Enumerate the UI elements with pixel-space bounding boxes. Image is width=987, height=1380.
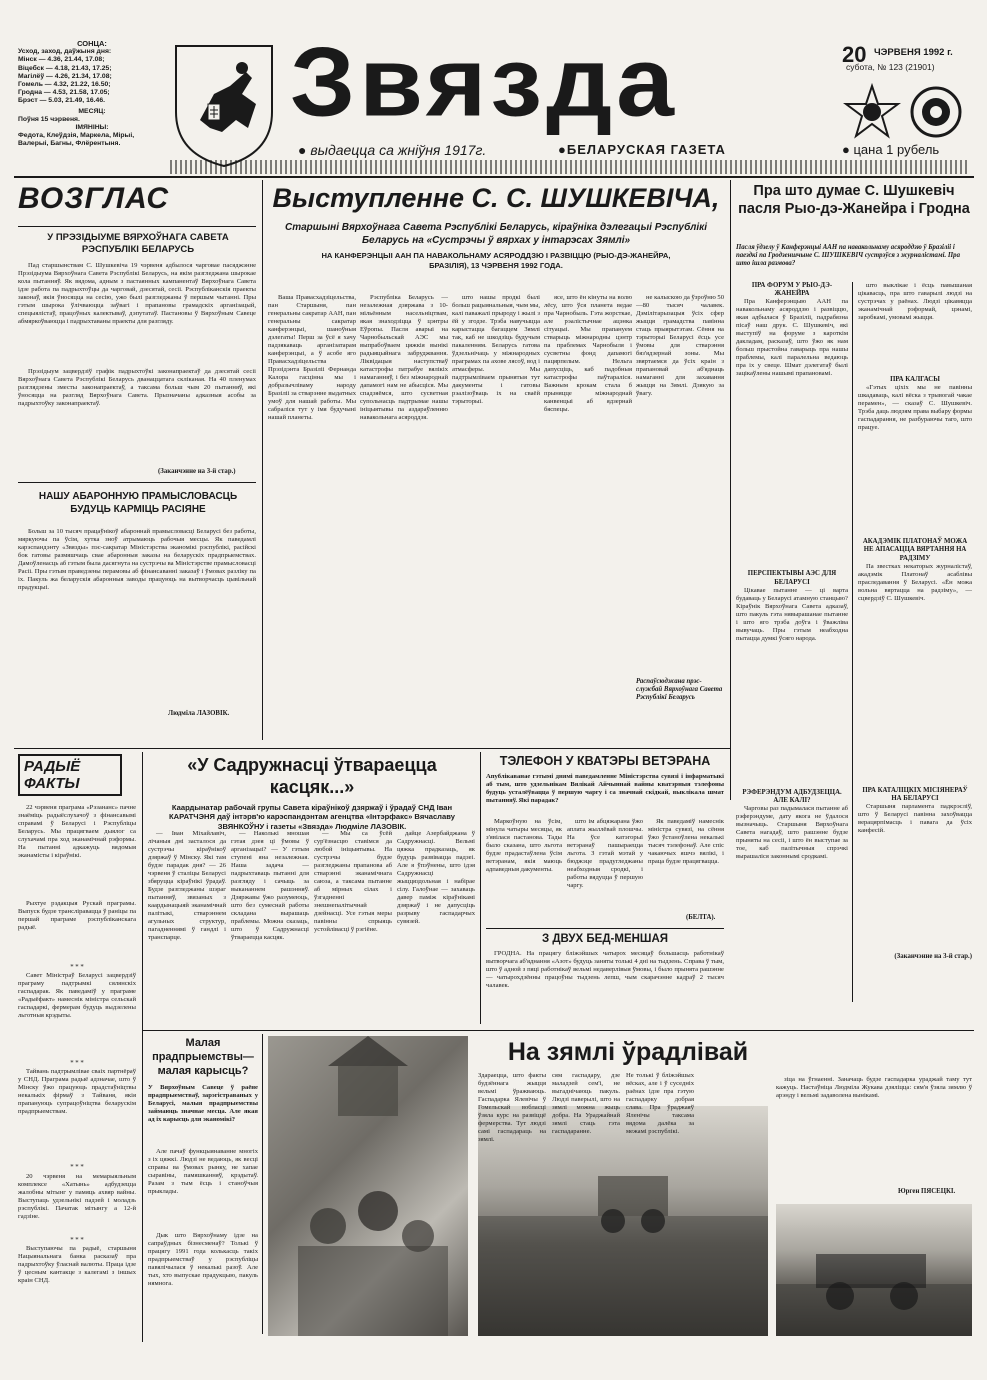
radio-sep: * * *: [70, 1164, 84, 1172]
phone-section: [486, 754, 724, 924]
appeal-section: [18, 182, 256, 742]
radio-sep: * * *: [70, 1236, 84, 1244]
sidebar-c2-body: што выклікае і ёсць павышаная цікавасць, пра што гаварылі людзі на сустрэчах у раёнах. Людзі цікавяцца эканамічнай рэформай, цэнамі, заробкамі, умовамі жыцця.: [858, 282, 972, 321]
radio-body-3: Савет Міністраў Беларусі зацвердзіў праграму падтрымкі сялянскіх гаспадарак. Як паведаміў у праграме «Радыёфакт» намеснік міністра сельскай гаспадаркі, фермерам будуць выдзелены льготныя крэдыты.: [18, 972, 136, 1020]
smallbiz-heading: Малая прадпрыемствы— малая карысць?: [152, 1037, 254, 1077]
smallbiz-body-1: У Вярхоўным Савеце ў раёне прадпрыемстваў, зарэгістраваных у Беларусі, малыя прадпрыемствы займаюць значнае месца. Але якая ад іх карысць для эканомікі?: [148, 1084, 258, 1123]
speech-col-2: Рэспубліка Беларусь — незалежная дзяржава з 10-мільённым насельніцтвам, якая знаходзіцца ў цэнтры Еўропы. Пасля аварыі на Чарнобыльскай АЭС мы выпрабоўваем цяжкія вынікі радыяцыйнага забруджвання. Ліквідацыя наступстваў катастрофы патрабуе вялікіх намаганняў, і без міжнароднай дапамогі нам не абысціся. Мы спадзяёмся, што сусветная супольнасць падтрымае нашы ініцыятывы па аздараўленню навакольнага асяроддзя.: [360, 294, 448, 421]
speech-col-1: Ваша Правасхадзіцельства, пан Старшыня, пан генеральны сакратар ААН, пан генеральны сакратар канферэнцыі, шаноўныя дэлегаты! Перш за ўсё я хачу падзякаваць арганізатарам канферэнцыі, а ў асобе яго Правасхадзіцельства Прэзідэнта Бразіліі Фернанда Калора гасцінна мы і добразычліваму народу Бразіліі за стварэнне выдатных умоў для нашай работы. Мы сабраліся тут у імя будучыні нашай планеты.: [268, 294, 356, 421]
interview-subheading: Каардынатар рабочай групы Савета кіраўнікоў дзяржаў і ўрадаў СНД Іван КАРАТЧЭНЯ даў інтэрв'ю карэспандэнтам агенцтва «Інтэрфакс» Вячаславу ЗВЯНКОЎНУ і газеты «Звязда» Людміле ЛАЗОВІК.: [169, 803, 455, 831]
sidebar-c2-head-3: ПРА КАТАЛІЦКІХ МІСІЯНЕРАЎ НА БЕЛАРУСІ: [862, 786, 968, 803]
sidebar-s1-head: ПРА ФОРУМ У РЫО-ДЭ-ЖАНЕЙРА: [751, 282, 833, 298]
interview-col-2: — Наколькі мношая гэтая дзея ці ўмовы ў арганізацыі? — У гэтым ступені яна незалежная. Наша задача — падрыхтаваць пытанні для разгляду і сачыць за выкананнем рашэнняў. Дзяржавы ўжо разумеюць, што без сумеснай работы складана вырашаць праблемы. Можна сказаць, што ў Садружнасці ўтвараецца касцяк.: [231, 830, 309, 941]
speech-heading: Выступленне С. С. ШУШКЕВІЧА,: [272, 183, 720, 213]
phone-heading: ТЭЛЕФОН У КВАТЭРЫ ВЕТЭРАНА: [499, 754, 711, 768]
radio-stamp-bottom: ФАКТЫ: [24, 775, 80, 792]
issue-day: 20: [842, 42, 867, 67]
speech-col-3: што нашы продкі былі больш рацыянальныя, чым мы, калі паважалі прыроду і жылі з ёй у згодзе. Трэба навучыцца карыстацца багаццем Зямлі так, каб не шкодзіць будучым пакаленням. Беларусь гатова ўдзельнічаць у міжнародных праграмах па ахове лясоў, вод і атмасферы. Мы падтрымліваем прынятыя тут дакументы і гатовы рэалізоўваць іх на сваёй тэрыторыі.: [452, 294, 540, 405]
appeal-sub-heading: НАШУ АБАРОННУЮ ПРАМЫСЛОВАСЦЬ БУДУЦЬ КАРМІЦЬ РАСІЯНЕ: [38, 491, 238, 515]
tractor-photo: [776, 1204, 972, 1336]
land-heading: На зямлі ўрадлівай: [507, 1038, 749, 1066]
appeal-stamp: ВОЗГЛАС: [18, 182, 169, 215]
appeal-sub-author: Людміла ЛАЗОВІК.: [168, 710, 230, 717]
radio-sep: * * *: [70, 964, 84, 971]
smallbiz-body-2: Але пачаў функцыянаванне многіх з іх цяжкі. Людзі не ведаюць, як весці справы ва ўмовах рынку, не хапае сыравіны, памяшканняў, крэдытаў. Разам з тым ёсць і станоўчыя прыклады.: [148, 1148, 258, 1195]
issue-month: ЧЭРВЕНЯ 1992 г.: [874, 47, 953, 58]
phone-author: (БЕЛТА).: [686, 914, 716, 921]
sun-row: Мінск — 4.36, 21.44, 17.08;: [18, 56, 105, 64]
moon-heading: МЕСЯЦ:: [78, 107, 106, 115]
sun-row: Гродна — 4.53, 21.58, 17.05;: [18, 89, 110, 97]
radio-body-4: Тайвань падтрымлівае сваіх партнёраў у СНД. Праграма радыё адзначае, што ў Мінску ўжо працуюць прадстаўніцтвы некалькіх фірмаў з Тайваня, якія прапануюць супрацоўніцтва беларускім прадпрыемствам.: [18, 1068, 136, 1116]
pahonia-emblem: [170, 42, 278, 170]
sidebar-c2-body-2: Па звестках некаторых журналістаў, акадэмік Платонаў асаблівы праследавання ў Беларусі. «Ён можа вольна вяртацца на радзіму», — сцвердзіў С. Шушкевіч.: [858, 562, 972, 602]
sun-heading: СОНЦА:: [77, 39, 107, 48]
phone-col-2: што ім абцяжарана ўжо аплата жыллёвай плошчы. На ўсе катэгорыі ветэранаў пашыраецца льгота. З гэтай мэтай у бюджэце прадугледжаны неабходныя сродкі, і работы вядуцца ў першую чаргу.: [567, 818, 643, 889]
sidebar-s3-head: РЭФЕРЭНДУМ АДБУДЗЕЦЦА. АЛЕ КАЛІ?: [742, 788, 842, 805]
smallbiz-body-3: Дык што Вярхоўнаму ідзе на сапраўдных бізнесменаў? Толькі ў працягу 1991 года колькасць такіх прадпрыемстваў у рэспубліцы павялічылася ў некалькі разоў. Але тых, хто выпускае прадукцыю, пакуль нямнога.: [148, 1232, 258, 1287]
smallbiz-section: [148, 1036, 258, 1336]
interview-heading: «У Садружнасці ўтвараецца касцяк...»: [187, 755, 437, 797]
radio-stamp-top: РАДЫЁ: [24, 758, 81, 775]
sidebar-s1-body: Пра Канферэнцыю ААН па навакольнаму асяроддзю і развіццю, якая адбылася ў Бразіліі, падрабязна пісаў наш друк. С. Шушкевіч, які выступіў на форуме з кароткім дакладам, расказаў, што ўжо як нам больш прыстойна гаварыць пра нашы праблемы, калі паралельна ведаюць пра іх у свеце. Шмат дэлегатаў былі зацікаўлены нашымі прапановамі.: [736, 298, 848, 378]
masthead-since: ● выдаецца са жніўня 1917г.: [298, 142, 487, 158]
speech-byline: Распаўсюджана прэс-службай Вярхоўнага Савета Рэспублікі Беларусь: [636, 678, 723, 702]
interview-col-3: — Мы са ўсёй сур'ёзнасцю ставімся да любой ініцыятывы. На сустрэчы будзе разгледжаны прапанова аб стварэнні эканамічнага саюза, а таксама пытанне аб мірных сілах і ўзгадненні знешнепалітычнай дзейнасці. Усе гэтыя меры павінны спрыяць устойлівасці ў рэгіёне.: [314, 830, 392, 933]
radio-body-1: 22 чэрвеня праграма «Рэзананс» пачне знаёміць радыёслухачоў з фінансавымі справамі ў Беларусі і Рэспубліцы Беларусь. Мы працягваем дыялог са слухачамі пра ход эканамічнай рэформы. На пытанні адкажуць вядомыя эканамісты і кіраўнікі.: [18, 804, 136, 859]
speech-col-4: ясе, што ён кінуты на волю лёсу, што ўся планета ведае пра Чарнобыль. Гэта жорсткае, але рэалістычнае ацэнка сітуацыі. Мы прапануем стварыць міжнародны цэнтр па праблемах Чарнобыля і сусветны фонд дапамогі пацярпелым. Нельга дапусціць, каб падобныя катастрофы паўтараліся. Важным крокам стала б прыняцце міжнароднай канвенцыі аб ядзернай бяспецы.: [544, 294, 632, 413]
twobad-body: ГРОДНА. На працягу бліжэйшых чатырох месяцаў большасць работнікаў вытворчага аб'яднання «Азот» будуць заняты толькі 4 дні на тыдзень. Справа ў тым, што ў адной з пяці работнікаў вельмі недаверлівыя ўмовы, і было прынята рашэнне — чатырохдзённы працоўны тыдзень лепш, чым скарачэнне кадраў 2 тысяч чалавек.: [486, 950, 724, 989]
land-author: Юрген ПЯСЕЦКІ.: [898, 1188, 956, 1195]
masthead-title: Звязда: [290, 27, 678, 138]
twobad-section: [486, 932, 724, 1024]
land-col-1: Здараецца, што факты будзённага жыцця вельмі ўражваюць. Гаспадарка Ялевічы ў Гомельскай вобласці ўзяла курс на развіццё фермерства. Тут людзі самі гаспадараць на зямлі.: [478, 1072, 546, 1143]
land-col-2: сям гаспадару, дзе маладзей сем'і, не выгаднічаюць пакуль. Людзі паверылі, што на зямлі можна жыць добра. На Ураджайнай зямлі стаць гэта гаспадаранне.: [552, 1072, 620, 1135]
radio-section: [18, 754, 136, 1344]
radio-body-5: 20 чэрвеня на мемарыяльным комплексе «Хатынь» адбудзецца жалобны мітынг у памяць ахвяр вайны. Выступаць удзельнікі падзей і моладзь рэспублікі. Пачатак мітынгу а 12-й гадзіне.: [18, 1172, 136, 1220]
land-col-4: зіца на ўгнаенні. Заначаць будзе гаспадарка ураджай таму тут кажуць. Настаўніца Людміла Жукава дзяліцца: сям'я ўзяла зямлю ў арэнду і вельмі задаволена вынікамі.: [776, 1076, 972, 1099]
phone-col-1: Маркоўную на ўсім, мінула чатыры месяцы, як з'явілася пастанова. Тады было сказана, што льгота будзе прадастаўлена ўсім ветэранам, якія маюць адпаведныя дакументы.: [486, 818, 562, 873]
sidebar-footer: (Заканчэнне на 3-й стар.): [894, 953, 972, 961]
sidebar-s2-body: Цікавае пытанне — ці варта будаваць у Беларусі атамную станцыю? Кіраўнік Вярхоўнага Савета адказаў, што пакуль гэта нявырашанае пытанне і што яго трэба доўга і ўважліва вывучаць. Пры гэтым неабходна пытацца думкі ўсяго народа.: [736, 586, 848, 642]
sidebar-c2-body-3: Старшыня парламента падкрэсліў, што ў Беларусі павінна захоўвацца верацярпімасць і павага да ўсіх канфесій.: [858, 803, 972, 835]
issue-sub: субота, № 123 (21901): [846, 62, 935, 72]
twobad-heading: З ДВУХ БЕД-МЕНШАЯ: [541, 933, 669, 945]
sidebar-c2-head-2: АКАДЭМІК ПЛАТОНАЎ МОЖА НЕ АПАСАЦЦА ВЯРТАННЯ НА РАДЗІМУ: [862, 538, 968, 562]
ornament-band: [170, 160, 970, 174]
masthead-subtitle: ●БЕЛАРУСКАЯ ГАЗЕТА: [558, 142, 726, 157]
speech-dateline: НА КАНФЕРЭНЦЫІ ААН ПА НАВАКОЛЬНАМУ АСЯРОДДЗЮ І РАЗВІЦЦЮ (РЫО-ДЭ-ЖАНЕЙРА, БРАЗІЛІЯ), 13 ЧЭРВЕНЯ 1992 ГОДА.: [321, 251, 671, 270]
interview-section: [148, 754, 476, 1026]
sidebar-s2-head: ПЕРСПЕКТЫВЫ АЭС ДЛЯ БЕЛАРУСІ: [747, 570, 837, 586]
sun-subheading: Усход, заход, даўжыня дня:: [18, 48, 112, 56]
radio-body-2: Рыхтуе рэдакцыя Рускай праграмы. Выпуск будзе трансліравацца ў раніцы па першай праграме рэспубліканскага радыё.: [18, 900, 136, 931]
appeal-heading: У ПРЭЗІДЫУМЕ ВЯРХОЎНАГА САВЕТА РЭСПУБЛІКІ БЕЛАРУСЬ: [47, 232, 229, 255]
appeal-body-1: Пад старшынствам С. Шушкевіча 19 чэрвеня адбылося чарговае пасяджэнне Прэзідыума Вярхоўнага Савета Рэспублікі Беларусь, на якім разгледжана шырокае кола пытанняў. Як вядома, адным з пастаянных кампанентаў Вярхоўнага Савета ідзе работа па падрыхтоўцы да чарговай, дзесятай, сесіі. Рэспубліканскія праекты законаў, якія ўносяцца на сесію, ужо былі разгледжаны ў першым чытанні. Пры гэтым шырока ўлічваюцца заўвагі і прапановы грамадскіх арганізацый, спецыялістаў, працоўных калектываў, дэпутатаў. Пастановы ў Вярхоўным Савеце абмяркоўваюцца і падрыхтаваны праекты для разгляду.: [18, 262, 256, 325]
names-text: Федота, Клеўдзія, Маркела, Мірыі, Валерыі, Багны, Флёрентыня.: [18, 132, 135, 148]
sun-row: Брэст — 5.03, 21.49, 16.46.: [18, 97, 105, 105]
radio-body-6: Выступаючы па радыё, старшыня Нацыянальнага банка расказаў пра падрыхтоўку ўласнай валюты. Праца ідзе ў цесным кантакце з калегамі з іншых краін СНД.: [18, 1244, 136, 1284]
sidebar-lead: Пасля ўдзелу ў Канферэнцыі ААН па навакольнаму асяроддзю ў Бразіліі і паездкі па Гродзеншчыне С. ШУШКЕВІЧ сустрэўся з журналістамі. Пра што ішла размова?: [736, 244, 960, 268]
interview-col-1: — Іван Міхайлавіч, лічаныя дні засталося да сустрэчы кіраўнікоў дзяржаў ў Мінску. Які там будзе парадак дня? — 26 чэрвеня ў сталіцы Беларусі збяруцца кіраўнікі ўрадаў. Будзе разгледжаны шэраг пытанняў, звязаных з каардынацыяй эканамічнай палітыкі, стварэннем агульных структур, пагадненнямі ў гандлі і транспарце.: [148, 830, 226, 941]
radio-stamp: [18, 754, 122, 796]
sun-row: Гомель — 4.32, 21.22, 16.50;: [18, 81, 111, 89]
moon-text: Поўня 15 чэрвеня.: [18, 115, 80, 123]
sun-row: Віцебск — 4.18, 21.43, 17.25;: [18, 64, 112, 72]
appeal-footer: (Заканчэнне на 3-й стар.): [158, 468, 236, 475]
sidebar-heading: Пра што думае С. Шушкевіч пасля Рыо-дэ-Жанейра і Гродна: [738, 183, 970, 217]
speech-subheading: Старшыні Вярхоўнага Савета Рэспублікі Беларусь, кіраўніка дэлегацыі Рэспублікі Беларусь на «Сустрэчы ў вярхах у інтарэсах Зямлі»: [284, 222, 708, 246]
speech-section: [268, 182, 724, 742]
speech-col-5: не калыскою да ўзроўню 50—80 тысяч чалавек. Дэмілітарызацыя ўсіх сфер жыцця грамадства павінна стаць прыярытэтам. Сёння на тэрыторыі Беларусі ёсць усе ўмовы для стварэння бяз'ядзернай зоны. Мы звяртаемся да ўсіх краін з прапановай аб'яднаць намаганні для захавання жыцця на Зямлі. Дзякую за ўвагу.: [636, 294, 724, 397]
order-badge-icon: [906, 84, 966, 140]
sidebar-s3-body: Чарговы раз падымалася пытанне аб рэферэндуме, дату якога не ўдалося вызначыць. Старшыня Вярхоўнага Савета нагадаў, што рашэнне будзе прыняты на сесіі, і што ён выступае за тое, каб палітычныя спрэчкі вырашаліся законнымі сродкамі.: [736, 805, 848, 861]
field-photo: [478, 1106, 768, 1336]
radio-sep: * * *: [70, 1060, 84, 1068]
names-heading: ІМЯНІНЫ:: [75, 124, 109, 132]
order-medal-icon: [842, 84, 902, 140]
sun-info: [18, 40, 166, 149]
phone-lead: Апублікаванае гэтымі днямі паведамленне Міністэрства сувязі і інфарматыкі аб тым, што удзельнікам Вялікай Айчыннай вайны кватэрныя тэлефоны будуць усталёўвацца ў першую чаргу і са значнай скідкай, выклікала шмат пытанняў. Які парадак?: [486, 773, 724, 804]
sidebar-c2-head-1: ПРА КАЛГАСЫ: [890, 376, 940, 383]
appeal-sub-body: Больш за 10 тысяч працаўнікоў абароннай прамысловасці Беларусі без работы, мяркуючы па ўсім, хутка зноў атрымаюць рабочыя месцы. Як паведамлі карэспандэнту «Звязды» пэс-сакратар Міністэрства эканомікі рэспублікі, расійскі бок гатовы размяшчаць свае абаронныя заказы на беларускіх прадпрыемствах. Дамоўленасць аб гэтым была дасягнута на сустрэчы ва Міністэрстве прамысловасці Расіі. Пры гэтым праведзены перамовы аб фінансаванні заказаў і ўмовах разліку па іх. Пакуль жа беларускія абаронныя заводы працуюць на вытворчасць цывільнай прадукцыі.: [18, 528, 256, 591]
interview-col-4: дайце Азербайджана ў Садружнасці. Вельмі цяжка прадказаць, як будуць развівацца падзеі. Але я ўпэўнены, што ідэя Садружнасці жыццяздольная і набірае сілу. Галоўнае — захаваць давер паміж кіраўнікамі дзяржаў і не дапусціць разрыву гаспадарчых сувязей.: [397, 830, 475, 925]
land-col-3: Не толькі ў бліжэйшых вёсках, але і ў суседніх раёнах ідзе пра гэтую гаспадарку добрая слава. Пра ўраджаяў Яленічы таксама вядома далёка за межамі рэспублікі.: [626, 1072, 694, 1135]
sidebar-c2-body-1: «Гэтых ціхіх мы не павінны шкадаваць, калі вёска з трывогай чакае перамен», — сказаў С. Шушкевіч. Трэба даць людзям права выбару формы гаспадарання, не разбураючы таго, што працуе.: [858, 384, 972, 432]
phone-col-3: Як паведаміў намеснік міністра сувязі, на сёння ўжо ўстаноўлена некалькі тысяч тэлефонаў. Але спіс чакаючых яшчэ вялікі, і праца будзе працягвацца.: [648, 818, 724, 865]
land-section: [268, 1036, 972, 1336]
family-photo: [268, 1036, 468, 1336]
sun-row: Магілёў — 4.26, 21.34, 17.08;: [18, 72, 112, 80]
appeal-body-2: Прэзідыум зацвердзіў графік падрыхтоўкі законапраектаў да дзесятай сесіі Вярхоўнага Савета Рэспублікі Беларусь дванаццатага скліканая. На 40 пленумах разглядзены зместы законапраектаў, а таксама больш чым 20 пытанняў, які ўносяцца на разгляд Вярхоўнага Савета. Прызначаны адказныя асобы за падрыхтоўку законапраектаў.: [18, 368, 256, 407]
masthead-price: ● цана 1 рубель: [842, 142, 940, 157]
